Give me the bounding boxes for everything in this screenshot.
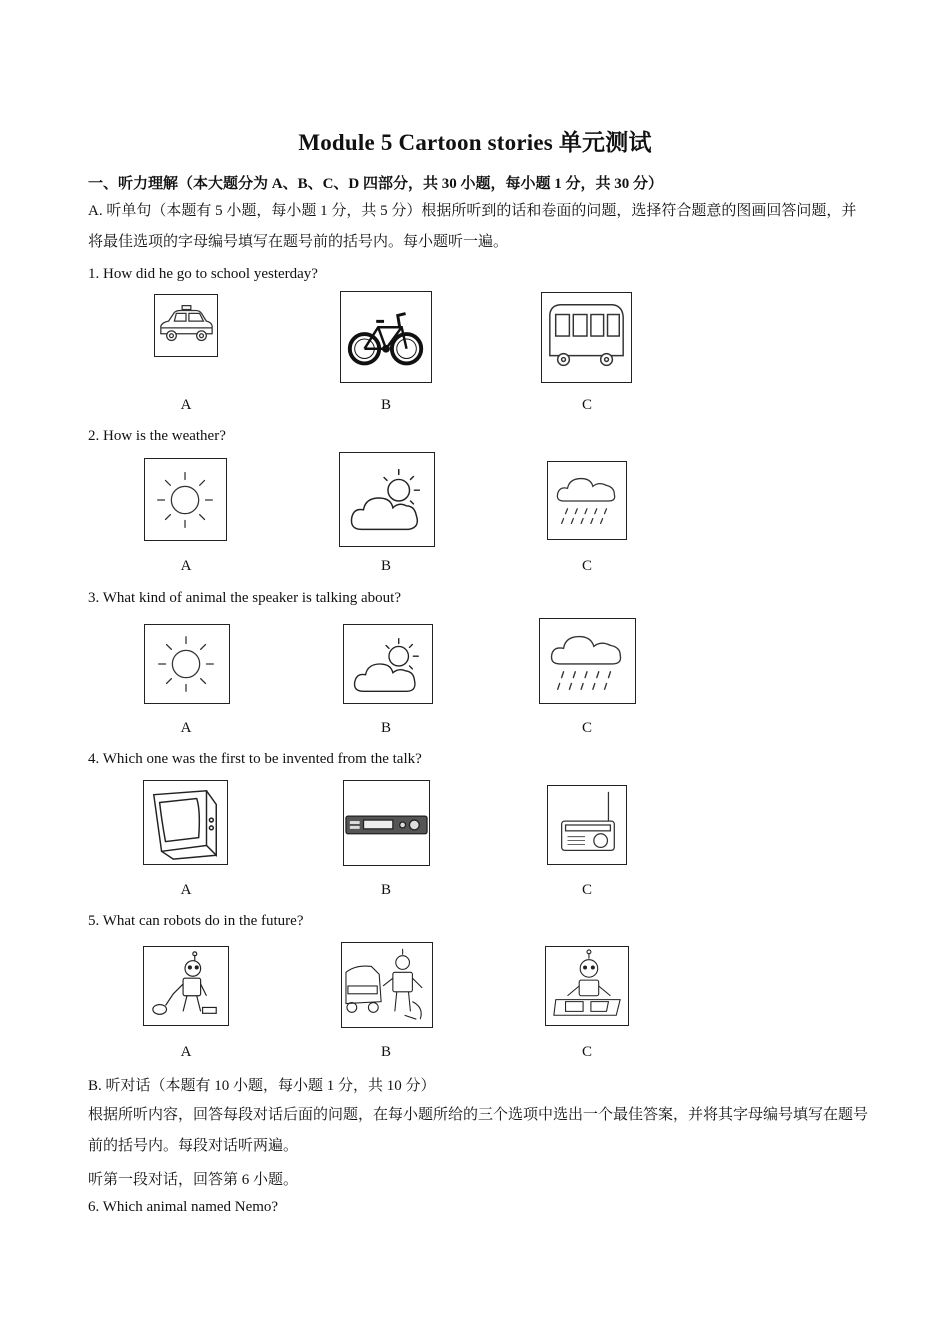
- sun-cloud-icon: [343, 624, 433, 704]
- option-label: C: [581, 720, 592, 736]
- sun-icon: [144, 624, 230, 704]
- bicycle-icon: [340, 291, 432, 383]
- robot-homework-icon: [545, 946, 629, 1026]
- option-label: A: [180, 882, 192, 898]
- bus-icon: [541, 292, 632, 383]
- option-label: C: [581, 882, 592, 898]
- sun-icon: [144, 458, 227, 541]
- rain-cloud-icon: [547, 461, 627, 540]
- robot-cleaning-icon: [143, 946, 229, 1026]
- car-icon: [154, 294, 218, 357]
- option-label: B: [380, 397, 391, 413]
- question-6: 6. Which animal named Nemo?: [88, 1199, 279, 1215]
- question-2: 2. How is the weather?: [88, 428, 226, 444]
- option-label: B: [380, 558, 391, 574]
- radio-icon: [547, 785, 627, 865]
- option-label: B: [380, 720, 391, 736]
- option-label: A: [180, 720, 192, 736]
- part-a-instructions: A. 听单句（本题有 5 小题，每小题 1 分，共 5 分）根据所听到的话和卷面的问题，选择符合题意的图画回答问题，并将最佳选项的字母编号填写在题号前的括号内。每小题听一遍。: [88, 203, 857, 250]
- option-label: A: [180, 1044, 192, 1060]
- question-4: 4. Which one was the first to be invented from the talk?: [88, 751, 422, 767]
- option-label: C: [581, 1044, 592, 1060]
- question-3: 3. What kind of animal the speaker is talking about?: [88, 590, 401, 606]
- sun-cloud-icon: [339, 452, 435, 547]
- section-heading: 一、听力理解（本大题分为 A、B、C、D 四部分，共 30 小题，每小题 1 分，共 30 分）: [88, 176, 664, 192]
- robot-washing-car-icon: [341, 942, 433, 1028]
- option-label: A: [180, 397, 192, 413]
- part-b-instructions: 根据所听内容，回答每段对话后面的问题，在每小题所给的三个选项中选出一个最佳答案，并将其字母编号填写在题号前的括号内。每段对话听两遍。: [88, 1107, 869, 1154]
- television-icon: [143, 780, 228, 865]
- dialogue-1-instruction: 听第一段对话，回答第 6 小题。: [88, 1172, 299, 1188]
- option-label: B: [380, 1044, 391, 1060]
- part-b-heading: B. 听对话（本题有 10 小题，每小题 1 分，共 10 分）: [88, 1078, 436, 1094]
- option-label: C: [581, 397, 592, 413]
- option-label: B: [380, 882, 391, 898]
- question-1: 1. How did he go to school yesterday?: [88, 266, 318, 282]
- rain-cloud-icon: [539, 618, 636, 704]
- option-label: A: [180, 558, 192, 574]
- question-5: 5. What can robots do in the future?: [88, 913, 304, 929]
- page-title: Module 5 Cartoon stories 单元测试: [298, 130, 652, 155]
- option-label: C: [581, 558, 592, 574]
- dvd-player-icon: [343, 780, 430, 866]
